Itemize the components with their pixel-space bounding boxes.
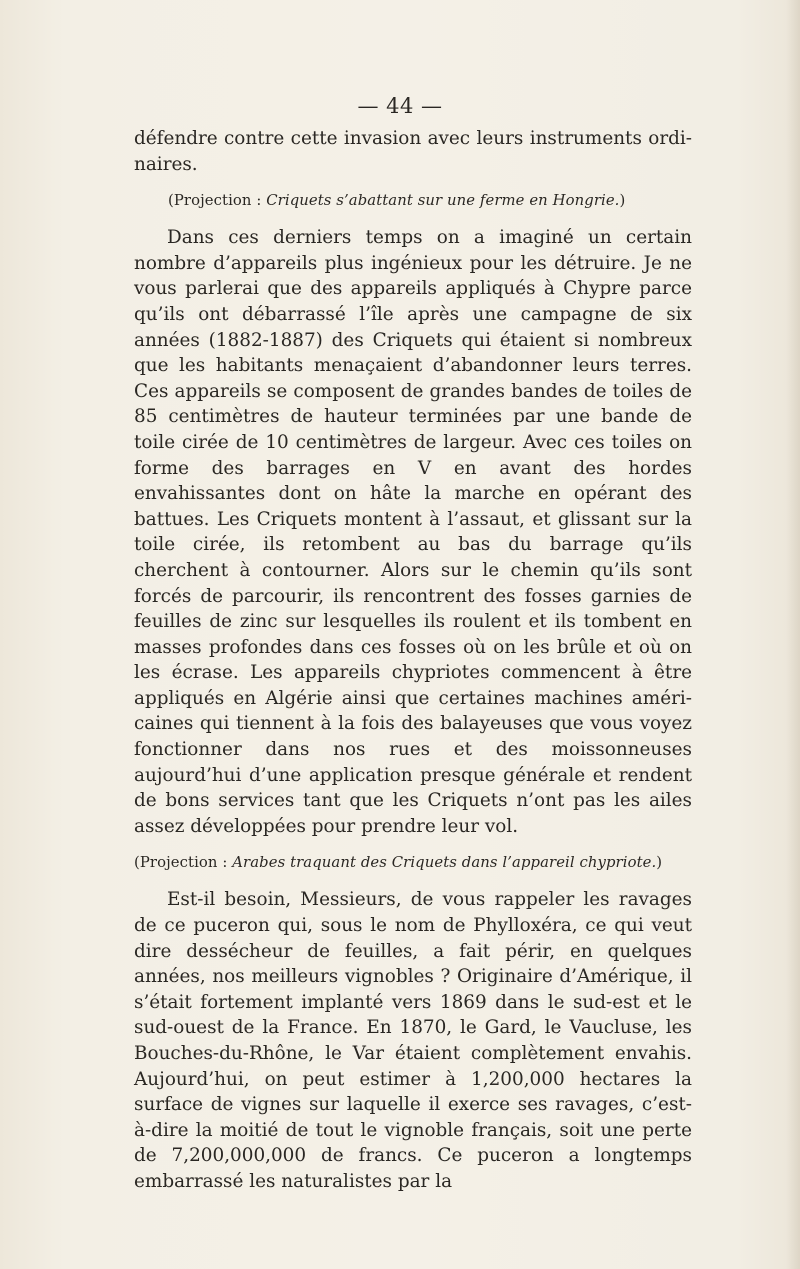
caption-2-prefix: (Projection :: [134, 854, 233, 872]
page-edge-shadow: [786, 0, 800, 1269]
page-number: — 44 —: [357, 94, 443, 118]
projection-caption-1: [168, 191, 692, 211]
paragraph-2: Dans ces derniers temps on a imaginé un certain nombre d’appareils plus ingénieux pour les détruire. Je ne vous parlerai que des appareils appliqués à Chypre parce qu’ils ont débarrassé l’île après une campagne de six années (1882-1887) des Criquets qui étaient si nombreux que les habitants menaçaient d’abandonner leurs terres. Ces appareils se composent de grandes bandes de toiles de 85 centimètres de hauteur terminées par une bande de toile cirée de 10 centimètres de largeur. Avec ces toiles on forme des barrages en V en avant des hordes envahissantes dont on hâte la marche en opérant des battues. Les Criquets montent à l’assaut, et glissant sur la toile cirée, ils retombent au bas du barrage qu’ils cherchent à contourner. Alors sur le chemin qu’ils sont forcés de parcourir, ils rencontrent des fosses garnies de feuilles de zinc sur lesquelles ils roulent et ils tombent en masses profondes dans ces fosses où on les brûle et où on les écrase. Les appareils chypriotes commencent à être appliqués en Algérie ainsi que certaines machines américaines qui tiennent à la fois des balayeuses que vous voyez fonctionner dans nos rues et des moissonneuses aujourd’hui d’une application presque générale et rendent de bons services tant que les Criquets n’ont pas les ailes assez développées pour prendre leur vol.: [134, 227, 692, 837]
caption-2-title: Arabes traquant des Criquets dans l’appareil chypriote.: [232, 854, 657, 872]
projection-caption-2: [134, 853, 692, 873]
caption-1-suffix: ): [619, 192, 626, 210]
caption-1-title: Criquets s’abattant sur une ferme en Hongrie.: [266, 192, 620, 210]
paragraph-1: défendre contre cette invasion avec leurs instruments ordinaires.: [134, 128, 692, 175]
paragraph-3: Est-il besoin, Messieurs, de vous rappeler les ravages de ce puceron qui, sous le nom de Phylloxéra, ce qui veut dire dessécheur de feuilles, a fait périr, en quelques années, nos meilleurs vignobles ? Originaire d’Amérique, il s’était fortement implanté vers 1869 dans le sud-est et le sud-ouest de la France. En 1870, le Gard, le Vaucluse, les Bouches-du-Rhône, le Var étaient complètement envahis. Aujourd’hui, on peut estimer à 1,200,000 hectares la surface de vignes sur laquelle il exerce ses ravages, c’est-à-dire la moitié de tout le vignoble français, soit une perte de 7,200,000,000 de francs. Ce puceron a longtemps embarrassé les naturalistes par la: [134, 889, 692, 1192]
caption-1-prefix: (Projection :: [168, 192, 267, 210]
page-body: [134, 126, 692, 1195]
caption-2-suffix: ): [656, 854, 663, 872]
